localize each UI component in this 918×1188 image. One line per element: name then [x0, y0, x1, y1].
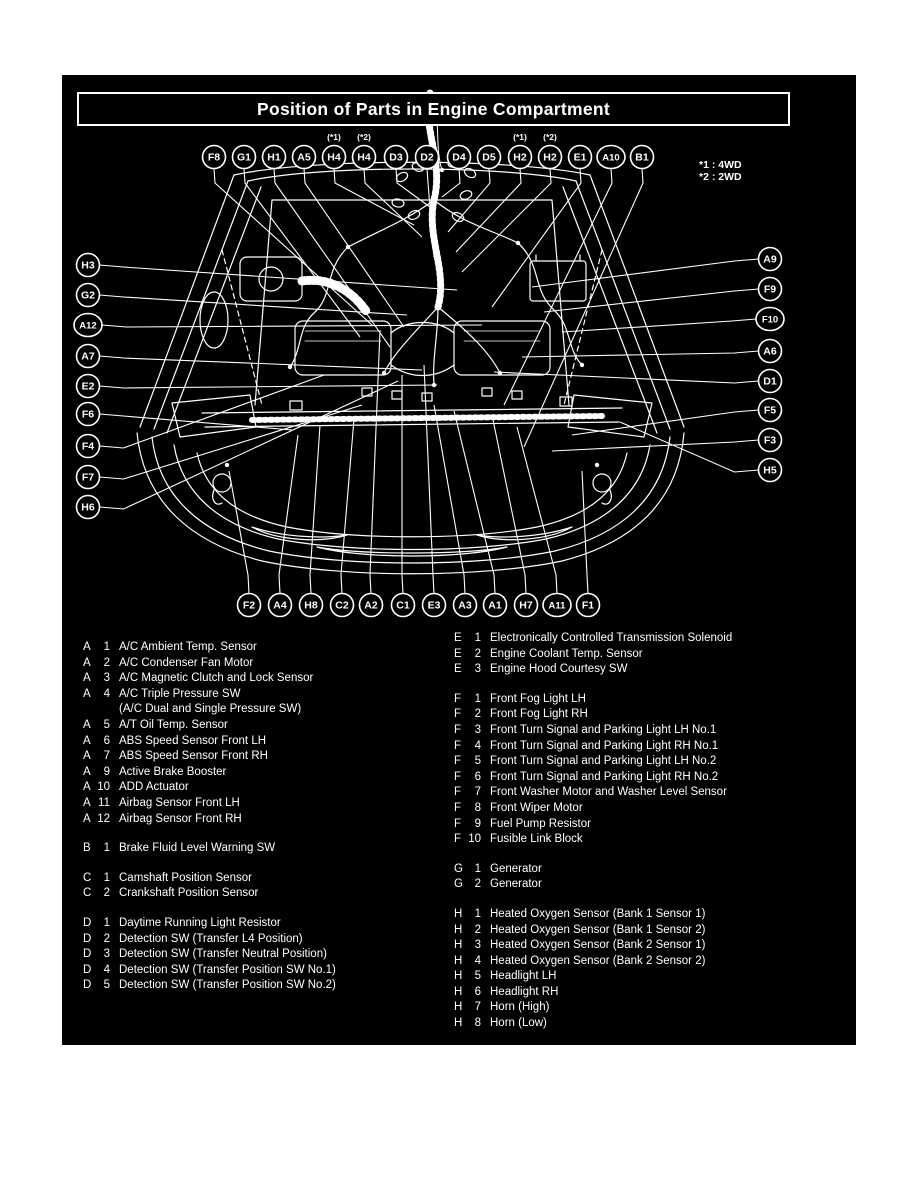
- callout-label: H2: [513, 151, 527, 164]
- title-box: [77, 92, 790, 126]
- legend-item-A3: [83, 671, 336, 687]
- legend-item-letter: E: [454, 647, 462, 660]
- legend-item-letter: H: [454, 1001, 463, 1014]
- callout-label: A7: [81, 350, 95, 363]
- legend-item-letter: F: [454, 723, 462, 736]
- legend-section-E: [454, 631, 732, 678]
- legend-item-letter: F: [454, 833, 462, 846]
- callout-label: D3: [389, 151, 403, 164]
- legend-item-E3: [454, 662, 732, 678]
- legend-item-name: Engine Hood Courtesy SW: [490, 663, 628, 676]
- legend-item-number: 4: [474, 739, 481, 752]
- callout-H3: [77, 254, 100, 277]
- legend-item-number: 12: [97, 812, 110, 825]
- legend-item-number: 1: [103, 871, 110, 884]
- legend-item-letter: F: [454, 770, 462, 783]
- legend-item-letter: A: [83, 812, 91, 825]
- legend-item-letter: D: [83, 963, 92, 976]
- legend-item-name: Detection SW (Transfer Position SW No.2): [119, 979, 336, 992]
- legend-item-name: Heated Oxygen Sensor (Bank 1 Sensor 1): [490, 907, 706, 920]
- legend-item-letter: A: [83, 750, 91, 763]
- legend-item-A11: [83, 796, 336, 812]
- legend-item-F5: [454, 754, 732, 770]
- callout-label: A10: [602, 152, 620, 164]
- legend-item-letter: H: [454, 1017, 463, 1030]
- legend-item-D1: [83, 916, 336, 932]
- callout-label: F2: [242, 599, 256, 612]
- legend-item-H7: [454, 1000, 732, 1016]
- legend-item-number: 6: [103, 734, 110, 747]
- legend-item-letter: H: [454, 939, 463, 952]
- callout-label: B1: [635, 151, 649, 164]
- callout-F10: [756, 308, 784, 331]
- callout-label: A1: [488, 599, 502, 612]
- callout-F6: [77, 403, 100, 426]
- legend-item-number: 3: [474, 663, 481, 676]
- legend-item-A2: [83, 656, 336, 672]
- legend-item-name: Headlight LH: [490, 970, 557, 983]
- legend-item-letter: H: [454, 954, 463, 967]
- callout-label: D2: [420, 151, 434, 164]
- callout-label: F6: [81, 408, 95, 421]
- legend-item-number: 7: [474, 786, 481, 799]
- callout-label: H4: [357, 151, 371, 164]
- legend-item-name: A/C Triple Pressure SW: [119, 687, 241, 700]
- callout-label: H3: [81, 259, 95, 272]
- legend-item-number: 9: [474, 817, 481, 830]
- legend-item-letter: A: [83, 687, 91, 700]
- callout-label: A6: [763, 345, 777, 358]
- legend-item-name: Front Wiper Motor: [490, 801, 583, 814]
- callout-label: D4: [452, 151, 466, 164]
- callout-label: C2: [335, 599, 349, 612]
- callout-label: H6: [81, 501, 95, 514]
- callout-F5: [759, 399, 782, 422]
- legend-item-number: 4: [103, 963, 110, 976]
- callout-A4: [269, 594, 292, 617]
- callout-label: A2: [364, 599, 378, 612]
- callout-label: A12: [79, 320, 97, 332]
- callout-A6: [759, 340, 782, 363]
- callout-label: D1: [763, 375, 777, 388]
- callout-F8: [203, 146, 226, 169]
- callout-variant-note: (*2): [357, 132, 371, 142]
- callout-D2: [416, 146, 439, 169]
- legend-item-letter: H: [454, 970, 463, 983]
- callout-label: F1: [581, 599, 595, 612]
- callout-variant-note: (*1): [513, 132, 527, 142]
- legend-item-number: 8: [474, 801, 481, 814]
- legend-section-A: [83, 640, 336, 827]
- callout-H6: [77, 496, 100, 519]
- callout-label: E2: [81, 380, 95, 393]
- legend-item-name: Horn (Low): [490, 1017, 547, 1030]
- legend-item-letter: F: [454, 801, 462, 814]
- legend-item-D4: [83, 963, 336, 979]
- legend-item-number: 5: [474, 970, 481, 983]
- legend-item-letter: H: [454, 923, 463, 936]
- legend-section-G: [454, 862, 732, 893]
- legend-item-name: Detection SW (Transfer Position SW No.1): [119, 963, 336, 976]
- legend-item-A4: [83, 687, 336, 703]
- callout-A7: [77, 345, 100, 368]
- legend-section-B: [83, 841, 336, 857]
- callout-H2: [539, 132, 562, 169]
- callout-G2: [77, 284, 100, 307]
- callout-label: F5: [763, 404, 777, 417]
- callout-H1: [263, 146, 286, 169]
- legend-item-letter: D: [83, 932, 92, 945]
- legend-item-A1: [83, 640, 336, 656]
- legend-item-letter: F: [454, 786, 462, 799]
- legend-item-number: 2: [103, 932, 110, 945]
- callout-label: H5: [763, 464, 777, 477]
- legend-item-number: 5: [103, 718, 110, 731]
- legend-section-C: [83, 871, 336, 902]
- callout-label: F9: [763, 283, 777, 296]
- legend-item-G2: [454, 877, 732, 893]
- legend-item-name: Front Turn Signal and Parking Light LH No.1: [490, 723, 717, 736]
- legend-item-name: A/C Condenser Fan Motor: [119, 656, 254, 669]
- legend-item-number: 2: [474, 647, 481, 660]
- legend-item-A12: [83, 812, 336, 828]
- legend-item-E2: [454, 647, 732, 663]
- callout-label: A11: [548, 600, 566, 612]
- legend-item-letter: A: [83, 734, 91, 747]
- legend-item-number: 7: [474, 1001, 481, 1014]
- legend-item-letter: F: [454, 708, 462, 721]
- legend-item-D5: [83, 978, 336, 994]
- legend-item-number: 1: [474, 907, 481, 920]
- legend-item-A5: [83, 718, 336, 734]
- callout-E1: [569, 146, 592, 169]
- legend-item-D3: [83, 947, 336, 963]
- legend-section-D: [83, 916, 336, 994]
- callout-H5: [759, 459, 782, 482]
- callout-A2: [360, 594, 383, 617]
- legend-item-letter: A: [83, 718, 91, 731]
- legend-item-name: Front Turn Signal and Parking Light RH No.1: [490, 739, 719, 752]
- legend-item-H4: [454, 954, 732, 970]
- callout-D1: [759, 370, 782, 393]
- legend-column-left: [83, 640, 336, 1008]
- engine-compartment-panel: [62, 75, 856, 1045]
- legend-item-name: Active Brake Booster: [119, 765, 227, 778]
- callout-A5: [293, 146, 316, 169]
- legend-item-name: Electronically Controlled Transmission Solenoid: [490, 632, 733, 644]
- legend-item-name: Front Fog Light RH: [490, 708, 588, 721]
- legend-item-name: Daytime Running Light Resistor: [119, 916, 281, 929]
- callout-C1: [392, 594, 415, 617]
- legend-item-letter: E: [454, 632, 462, 644]
- legend-item-G1: [454, 862, 732, 878]
- callout-label: A4: [273, 599, 287, 612]
- callout-A1: [484, 594, 507, 617]
- legend-item-letter: A: [83, 765, 91, 778]
- legend-item-number: 1: [103, 641, 110, 653]
- legend-item-letter: E: [454, 663, 462, 676]
- legend-item-number: 2: [103, 887, 110, 900]
- callout-label: H2: [543, 151, 557, 164]
- callout-label: F7: [81, 471, 95, 484]
- legend-item-letter: H: [454, 907, 463, 920]
- legend-item-A7: [83, 749, 336, 765]
- callout-A12: [74, 314, 102, 337]
- leader-lines: [100, 169, 759, 594]
- callout-label: H4: [327, 151, 341, 164]
- legend-item-F1: [454, 692, 732, 708]
- legend-item-letter: B: [83, 842, 91, 855]
- legend-item-F7: [454, 785, 732, 801]
- callout-label: F4: [81, 440, 95, 453]
- legend-item-name: Generator: [490, 878, 542, 891]
- legend-item-letter: F: [454, 692, 462, 705]
- legend-item-name: Front Washer Motor and Washer Level Sensor: [490, 786, 727, 799]
- legend-item-name: ABS Speed Sensor Front LH: [119, 734, 267, 747]
- legend-item-H2: [454, 923, 732, 939]
- callout-label: A5: [297, 151, 311, 164]
- legend-item-H6: [454, 985, 732, 1001]
- legend-item-C2: [83, 886, 336, 902]
- legend-item-number: 4: [103, 687, 110, 700]
- legend-item-letter: A: [83, 672, 91, 685]
- callout-variant-note: (*1): [327, 132, 341, 142]
- legend-item-number: 1: [103, 916, 110, 929]
- legend-item-number: 6: [474, 985, 481, 998]
- legend-section-F: [454, 692, 732, 848]
- legend-item-number: 1: [474, 692, 481, 705]
- callout-F2: [238, 594, 261, 617]
- callout-circles: [74, 132, 784, 617]
- callout-label: C1: [396, 599, 410, 612]
- legend-item-letter: D: [83, 948, 92, 961]
- callout-D5: [478, 146, 501, 169]
- legend-item-F6: [454, 770, 732, 786]
- callout-label: E1: [573, 151, 587, 164]
- legend-item-number: 1: [474, 862, 481, 875]
- legend-item-name: Front Turn Signal and Parking Light RH No.2: [490, 770, 719, 783]
- legend-item-A6: [83, 734, 336, 750]
- legend-item-name: Fusible Link Block: [490, 833, 583, 846]
- legend-item-number: 3: [474, 723, 481, 736]
- legend-item-name: A/C Ambient Temp. Sensor: [119, 641, 257, 653]
- legend-item-name: Brake Fluid Level Warning SW: [119, 842, 276, 855]
- legend-item-letter: F: [454, 739, 462, 752]
- legend-item-name: Detection SW (Transfer Neutral Position): [119, 948, 327, 961]
- legend-item-H5: [454, 969, 732, 985]
- legend-item-subnote: (A/C Dual and Single Pressure SW): [119, 703, 302, 716]
- legend-item-H1: [454, 907, 732, 923]
- callout-A3: [454, 594, 477, 617]
- callout-label: F3: [763, 434, 777, 447]
- note-4wd: *1 : 4WD: [699, 159, 742, 171]
- callout-F3: [759, 429, 782, 452]
- callout-A11: [543, 594, 571, 617]
- legend-item-name: ABS Speed Sensor Front RH: [119, 750, 268, 763]
- legend-section-H: [454, 907, 732, 1032]
- callout-label: A3: [458, 599, 472, 612]
- legend-item-number: 1: [103, 842, 110, 855]
- legend-item-number: 7: [103, 750, 110, 763]
- callout-D4: [448, 146, 471, 169]
- callout-B1: [631, 146, 654, 169]
- legend-item-name: Engine Coolant Temp. Sensor: [490, 647, 643, 660]
- legend-item-A10: [83, 780, 336, 796]
- page-title: Position of Parts in Engine Compartment: [257, 98, 610, 119]
- legend-item-name: Fuel Pump Resistor: [490, 817, 591, 830]
- legend-item-name: Generator: [490, 862, 542, 875]
- legend-item-number: 2: [474, 878, 481, 891]
- legend-item-name: Heated Oxygen Sensor (Bank 1 Sensor 2): [490, 923, 706, 936]
- legend-item-E1: [454, 631, 732, 647]
- callout-H4: [323, 132, 346, 169]
- legend-item-name: Airbag Sensor Front RH: [119, 812, 242, 825]
- legend-item-number: 10: [97, 781, 110, 794]
- legend-item-number: 2: [474, 708, 481, 721]
- legend-column-right: [454, 631, 732, 1046]
- legend-item-number: 3: [103, 672, 110, 685]
- legend-item-number: 9: [103, 765, 110, 778]
- legend-item-number: 3: [474, 939, 481, 952]
- legend-item-letter: A: [83, 656, 91, 669]
- legend-item-name: Crankshaft Position Sensor: [119, 887, 259, 900]
- callout-label: H8: [304, 599, 318, 612]
- legend-item-letter: A: [83, 781, 91, 794]
- legend-item-F3: [454, 723, 732, 739]
- legend-item-letter: G: [454, 878, 463, 891]
- callout-F7: [77, 466, 100, 489]
- legend-item-letter: A: [83, 641, 91, 653]
- legend-item-number: 11: [98, 796, 110, 809]
- callout-E2: [77, 375, 100, 398]
- legend-item-letter: H: [454, 985, 463, 998]
- legend-item-name: A/T Oil Temp. Sensor: [119, 718, 228, 731]
- legend-item-F9: [454, 817, 732, 833]
- legend-item-H8: [454, 1016, 732, 1032]
- legend-item-name: Airbag Sensor Front LH: [119, 796, 240, 809]
- legend-item-name: ADD Actuator: [119, 781, 189, 794]
- callout-label: H1: [267, 151, 281, 164]
- callout-label: G2: [80, 289, 96, 302]
- legend-item-number: 8: [474, 1017, 481, 1030]
- callout-A10: [597, 146, 625, 169]
- note-2wd: *2 : 2WD: [699, 171, 742, 183]
- callout-H8: [300, 594, 323, 617]
- legend-item-H3: [454, 938, 732, 954]
- callout-label: H7: [519, 599, 533, 612]
- legend-item-letter: G: [454, 862, 463, 875]
- legend-item-name: Horn (High): [490, 1001, 550, 1014]
- legend-item-number: 6: [474, 770, 481, 783]
- legend-item-number: 2: [474, 923, 481, 936]
- callout-variant-note: (*2): [543, 132, 557, 142]
- legend-item-number: 2: [103, 656, 110, 669]
- legend-item-D2: [83, 932, 336, 948]
- legend-item-letter: A: [83, 796, 91, 809]
- legend-item-name: Heated Oxygen Sensor (Bank 2 Sensor 1): [490, 939, 706, 952]
- legend-item-number: 1: [474, 632, 481, 644]
- legend-item-number: 5: [474, 755, 481, 768]
- legend-item-name: Detection SW (Transfer L4 Position): [119, 932, 303, 945]
- legend-item-letter: C: [83, 871, 92, 884]
- legend-item-letter: F: [454, 755, 462, 768]
- drive-type-notes: [699, 159, 742, 183]
- legend-item-name: Camshaft Position Sensor: [119, 871, 252, 884]
- legend-item-F4: [454, 739, 732, 755]
- legend-item-name: Front Turn Signal and Parking Light LH No.2: [490, 755, 717, 768]
- legend-item-number: 3: [103, 948, 110, 961]
- callout-label: E3: [427, 599, 441, 612]
- legend-item-F10: [454, 832, 732, 848]
- legend-item-number: 10: [468, 833, 481, 846]
- callout-G1: [233, 146, 256, 169]
- callout-label: F8: [207, 151, 221, 164]
- legend-item-F2: [454, 707, 732, 723]
- legend-item-name: Heated Oxygen Sensor (Bank 2 Sensor 2): [490, 954, 706, 967]
- callout-D3: [385, 146, 408, 169]
- legend-item-name: A/C Magnetic Clutch and Lock Sensor: [119, 672, 314, 685]
- legend-item-letter: F: [454, 817, 462, 830]
- legend-item-letter: D: [83, 979, 92, 992]
- callout-H4: [353, 132, 376, 169]
- callout-H7: [515, 594, 538, 617]
- legend-item-number: 4: [474, 954, 481, 967]
- callout-F4: [77, 435, 100, 458]
- callout-F1: [577, 594, 600, 617]
- callout-label: D5: [482, 151, 496, 164]
- callout-label: A9: [763, 253, 777, 266]
- legend-item-letter: D: [83, 916, 92, 929]
- legend-item-number: 5: [103, 979, 110, 992]
- callout-C2: [331, 594, 354, 617]
- callout-A9: [759, 248, 782, 271]
- callout-E3: [423, 594, 446, 617]
- legend-item-name: Headlight RH: [490, 985, 559, 998]
- callout-H2: [509, 132, 532, 169]
- legend-item-A9: [83, 765, 336, 781]
- legend-item-name: Front Fog Light LH: [490, 692, 586, 705]
- legend-item-letter: C: [83, 887, 92, 900]
- legend-item-C1: [83, 871, 336, 887]
- callout-label: F10: [761, 314, 779, 326]
- callout-label: G1: [236, 151, 252, 164]
- callout-F9: [759, 278, 782, 301]
- legend-item-B1: [83, 841, 336, 857]
- legend-item-F8: [454, 801, 732, 817]
